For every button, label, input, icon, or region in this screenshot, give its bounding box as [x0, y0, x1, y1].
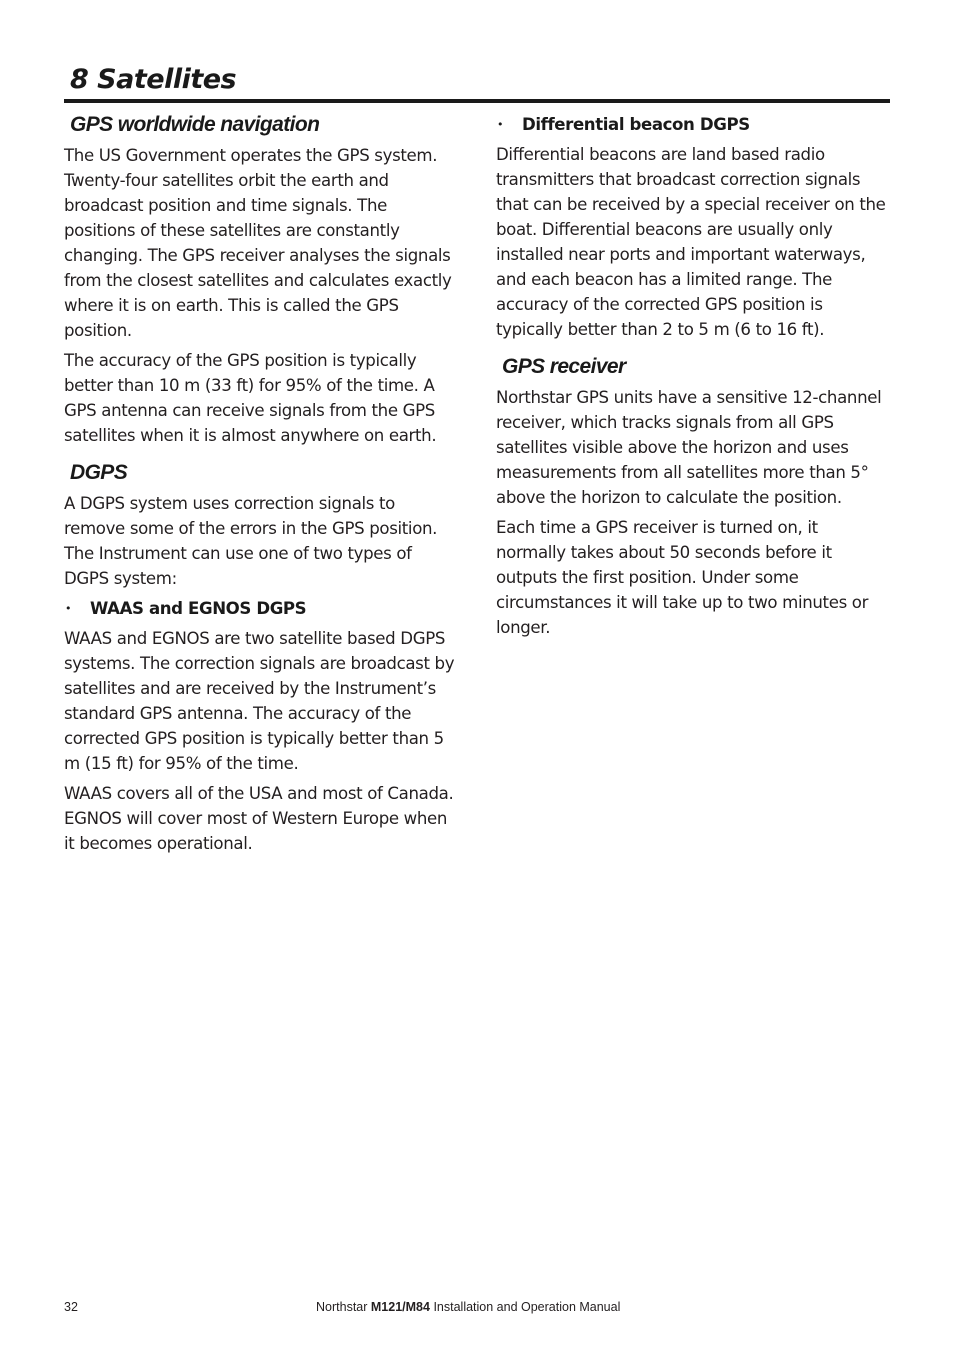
heading-dgps: DGPS	[70, 461, 128, 485]
gps-worldwide-paragraph-1: The US Government operates the GPS system. Twenty-four satellites orbit the earth and broadcast position and time signals. The positions of these satellites are constantly changing. The GPS receiver analyses the signals from the closest satellites and calculates exactly where it is on earth. This is called the GPS position.	[64, 146, 452, 341]
gps-receiver-paragraph-1: Northstar GPS units have a sensitive 12-channel receiver, which tracks signals from all GPS satellites visible above the horizon and uses measurements from all satellites more than 5° above the horizon to calculate the position.	[496, 388, 882, 508]
right-column	[496, 112, 890, 645]
heading-gps-worldwide: GPS worldwide navigation	[70, 113, 320, 136]
beacon-paragraph: Differential beacons are land based radio transmitters that broadcast correction signals that can be received by a special receiver on the boat. Differential beacons are usually only installed near ports and important waterways, and each beacon has a limited range. The accuracy of the corrected GPS position is typically better than 2 to 5 m (6 to 16 ft).	[496, 145, 886, 339]
bullet-icon: •	[497, 118, 504, 131]
waas-paragraph-2: WAAS covers all of the USA and most of Canada. EGNOS will cover most of Western Europe when it becomes operational.	[64, 784, 454, 854]
beacon-title: Differential beacon DGPS	[522, 115, 750, 134]
gps-worldwide-paragraph-2: The accuracy of the GPS position is typically better than 10 m (33 ft) for 95% of the time. A GPS antenna can receive signals from the GPS satellites when it is almost anywhere on earth.	[64, 351, 437, 446]
waas-egnos-title: WAAS and EGNOS DGPS	[90, 599, 307, 619]
footer-brand: Northstar	[316, 1300, 368, 1314]
footer-model: M121/M84	[370, 1300, 430, 1314]
waas-paragraph-1: WAAS and EGNOS are two satellite based DGPS systems. The correction signals are broadcast by satellites and are received by the Instrument’s standard GPS antenna. The accuracy of the corrected GPS position is typically better than 5 m (15 ft) for 95% of the time.	[64, 629, 455, 774]
page-number: 32	[64, 1300, 78, 1314]
gps-receiver-paragraph-2: Each time a GPS receiver is turned on, it normally takes about 50 seconds before it outputs the first position. Under some circumstances it will take up to two minutes or longer.	[496, 518, 869, 638]
bullet-icon: •	[65, 602, 72, 616]
bullet-waas-egnos	[65, 596, 459, 621]
heading-gps-receiver: GPS receiver	[502, 355, 626, 378]
title-divider	[64, 99, 890, 103]
bullet-differential-beacon	[497, 112, 890, 137]
dgps-intro: A DGPS system uses correction signals to remove some of the errors in the GPS position. The Instrument can use one of two types of DGPS system:	[64, 494, 438, 589]
left-column	[64, 112, 459, 861]
chapter-title: 8 Satellites	[70, 64, 237, 95]
footer-manual: Installation and Operation Manual	[433, 1300, 621, 1314]
footer-title	[316, 1299, 620, 1315]
